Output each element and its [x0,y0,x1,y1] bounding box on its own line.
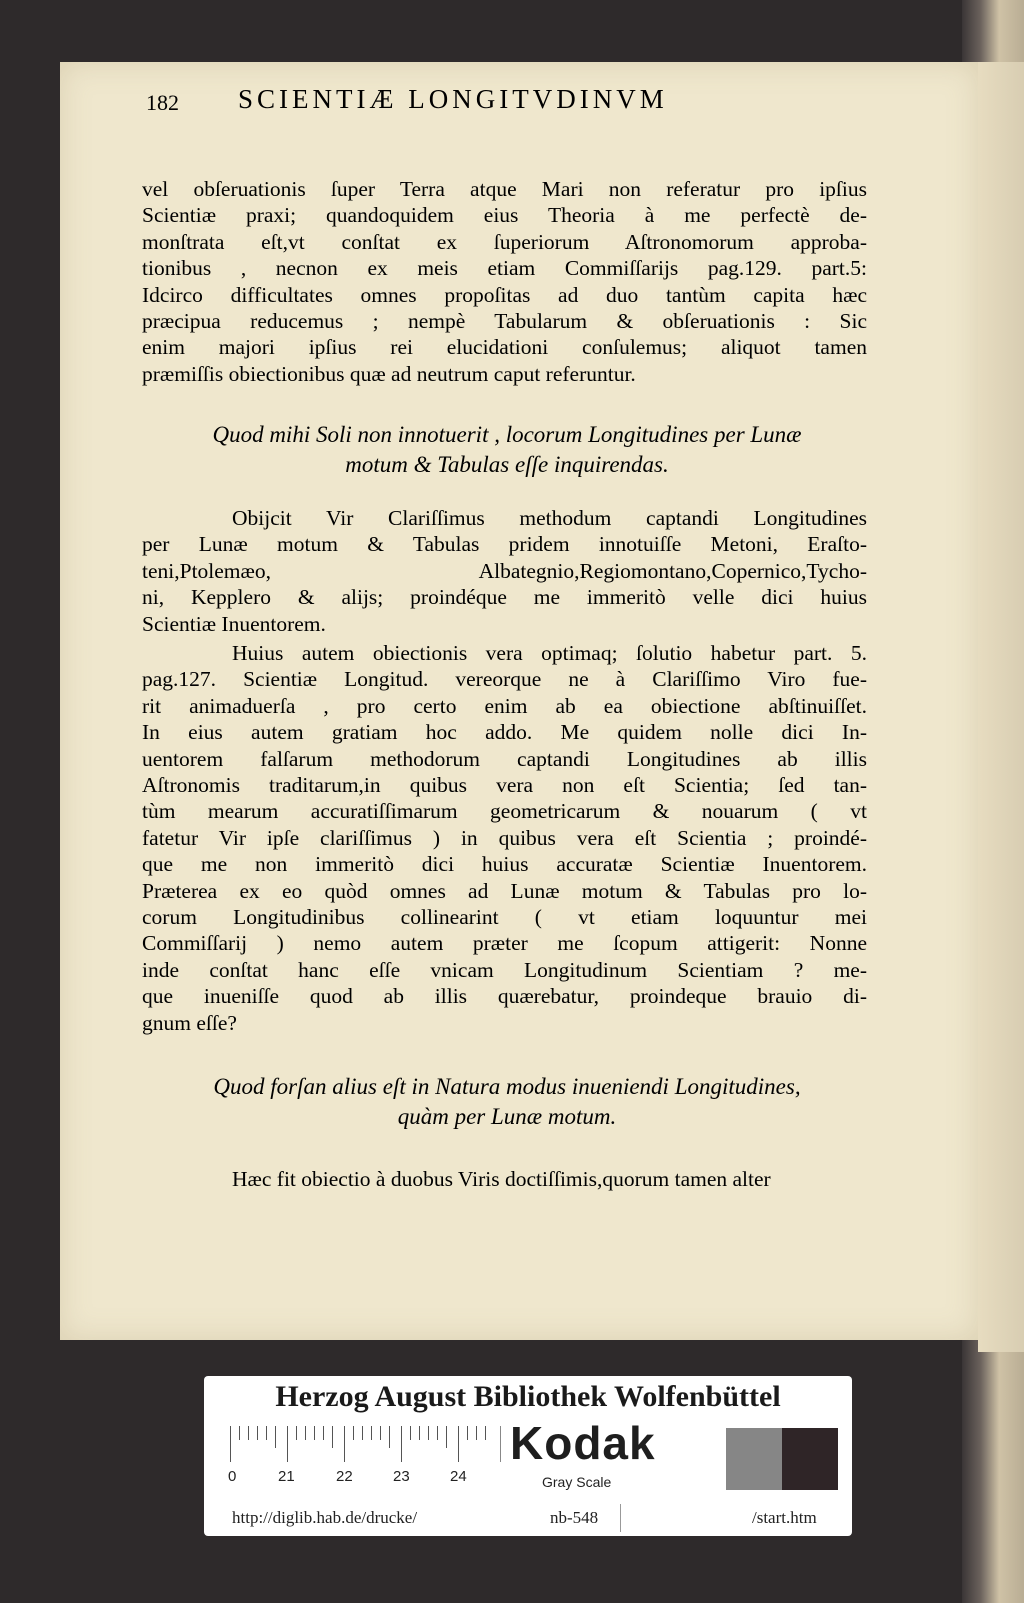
text-line: tùm mearum accuratiſſimarum geometricarum & nouarum ( vt [142,799,867,824]
section-heading-1 [142,420,872,480]
text-line: que me non immeritò dici huius accuratæ Scientiæ Inuentorem. [142,852,867,877]
ruler-tick [485,1426,486,1440]
url-divider [620,1504,621,1532]
page-number: 182 [146,90,179,115]
heading-line: Quod mihi Soli non innotuerit , locorum Longitudines per Lunæ [212,422,802,447]
text-line: ni, Kepplero & alijs; proindéque me immeritò velle dici huius [142,585,867,610]
paragraph-4 [142,1166,867,1192]
ruler-tick [419,1426,420,1440]
gray-swatch [726,1428,782,1490]
ruler-tick [332,1426,333,1448]
ruler-tick [323,1426,324,1440]
ruler-tick [380,1426,381,1440]
ruler-tick [410,1426,411,1440]
ruler-label: 24 [450,1468,467,1485]
text-line: monſtrata eſt,vt conſtat ex ſuperiorum Aſtronomorum approba- [142,229,867,254]
heading-line: quàm per Lunæ motum. [397,1104,617,1129]
text-line: per Lunæ motum & Tabulas pridem innotuiſſe Metoni, Eraſto- [142,532,867,557]
ruler-tick [275,1426,276,1448]
text-line: vel obſeruationis ſuper Terra atque Mari non referatur pro ipſius [142,177,867,201]
text-line: pag.127. Scientiæ Longitud. vereorque ne à Clariſſimo Viro fue- [142,667,867,692]
dark-swatch [782,1428,838,1490]
ruler-tick [401,1426,402,1462]
heading-line: motum & Tabulas eſſe inquirendas. [345,452,669,477]
text-line: Scientiæ Inuentorem. [142,611,326,636]
ruler-tick [257,1426,258,1440]
heading-line: Quod forſan alius eſt in Natura modus inueniendi Longitudines, [213,1074,801,1099]
text-line: Huius autem obiectionis vera optimaq; ſolutio habetur part. 5. [232,641,867,665]
ruler [230,1426,501,1462]
ruler-tick [353,1426,354,1440]
text-line: Hæc fit obiectio à duobus Viris doctiſſimis,quorum tamen alter [232,1167,771,1191]
ruler-label: 21 [278,1468,295,1485]
ruler-label: 23 [393,1468,410,1485]
text-line: Scientiæ praxi; quandoquidem eius Theoria à me perfectè de- [142,203,867,228]
running-title: SCIENTIÆ LONGITVDINVM [238,84,668,114]
gray-scale-label: Gray Scale [542,1474,612,1490]
ruler-tick [362,1426,363,1440]
ruler-tick [314,1426,315,1440]
ruler-tick [437,1426,438,1440]
text-line: corum Longitudinibus collinearint ( vt etiam loquuntur mei [142,905,867,930]
text-line: rit animaduerſa , pro certo enim ab ea obiectione abſtinuiſſet. [142,693,867,718]
text-line: Commiſſarij ) nemo autem præter me ſcopum attigerit: Nonne [142,931,867,956]
ruler-label: 0 [228,1468,237,1485]
text-line: inde conſtat hanc eſſe vnicam Longitudinum Scientiam ? me- [142,957,867,982]
text-line: præcipua reducemus ; nempè Tabularum & obſeruationis : Sic [142,309,867,334]
ruler-tick [458,1426,459,1462]
ruler-tick [389,1426,390,1448]
kodak-logo: Kodak [510,1417,656,1469]
library-name: Herzog August Bibliothek Wolfenbüttel [275,1380,781,1413]
text-line: teni,Ptolemæo, Albategnio,Regiomontano,Copernico,Tycho- [142,558,867,583]
ruler-tick [344,1426,345,1462]
text-line: Aſtronomis traditarum,in quibus vera non eſt Scientia; ſed tan- [142,773,867,798]
paragraph-3 [142,640,867,1036]
section-heading-2 [142,1072,872,1132]
ruler-tick [428,1426,429,1440]
text-line: que inueniſſe quod ab illis quærebatur, proindeque brauio di- [142,984,867,1009]
url-prefix: http://diglib.hab.de/drucke/ [232,1508,418,1527]
text-line: uentorem falſarum methodorum captandi Longitudines ab illis [142,746,867,771]
next-page-edge [978,62,1024,1352]
ruler-tick [266,1426,267,1440]
text-line: Obijcit Vir Clariſſimus methodum captandi Longitudines [232,506,867,530]
scan-color-target-card [204,1376,852,1536]
ruler-tick [230,1426,231,1462]
ruler-tick [248,1426,249,1440]
text-line: tionibus , necnon ex meis etiam Commiſſarijs pag.129. part.5: [142,256,867,281]
text-line: Idcirco difficultates omnes propoſitas ad duo tantùm capita hæc [142,282,867,307]
ruler-tick [239,1426,240,1440]
text-line: gnum eſſe? [142,1010,237,1035]
ruler-tick [371,1426,372,1440]
ruler-tick [446,1426,447,1448]
ruler-tick [287,1426,288,1462]
page-header [146,84,786,124]
text-line: Præterea ex eo quòd omnes ad Lunæ motum & Tabulas pro lo- [142,878,867,903]
ruler-tick [476,1426,477,1440]
ruler-labels [230,1468,500,1488]
ruler-tick [305,1426,306,1440]
item-id: nb-548 [550,1508,599,1527]
paragraph-2 [142,505,867,637]
text-line: enim majori ipſius rei elucidationi conſulemus; aliquot tamen [142,335,867,360]
text-line: præmiſſis obiectionibus quæ ad neutrum caput referuntur. [142,361,636,386]
paragraph-1 [142,176,867,387]
ruler-tick [296,1426,297,1440]
ruler-tick [467,1426,468,1440]
ruler-label: 22 [336,1468,353,1485]
url-row [204,1504,852,1532]
text-line: In eius autem gratiam hoc addo. Me quidem nolle dici In- [142,720,867,745]
url-suffix: /start.htm [752,1508,817,1527]
text-line: fatetur Vir ipſe clariſſimus ) in quibus vera eſt Scientia ; proindé- [142,825,867,850]
